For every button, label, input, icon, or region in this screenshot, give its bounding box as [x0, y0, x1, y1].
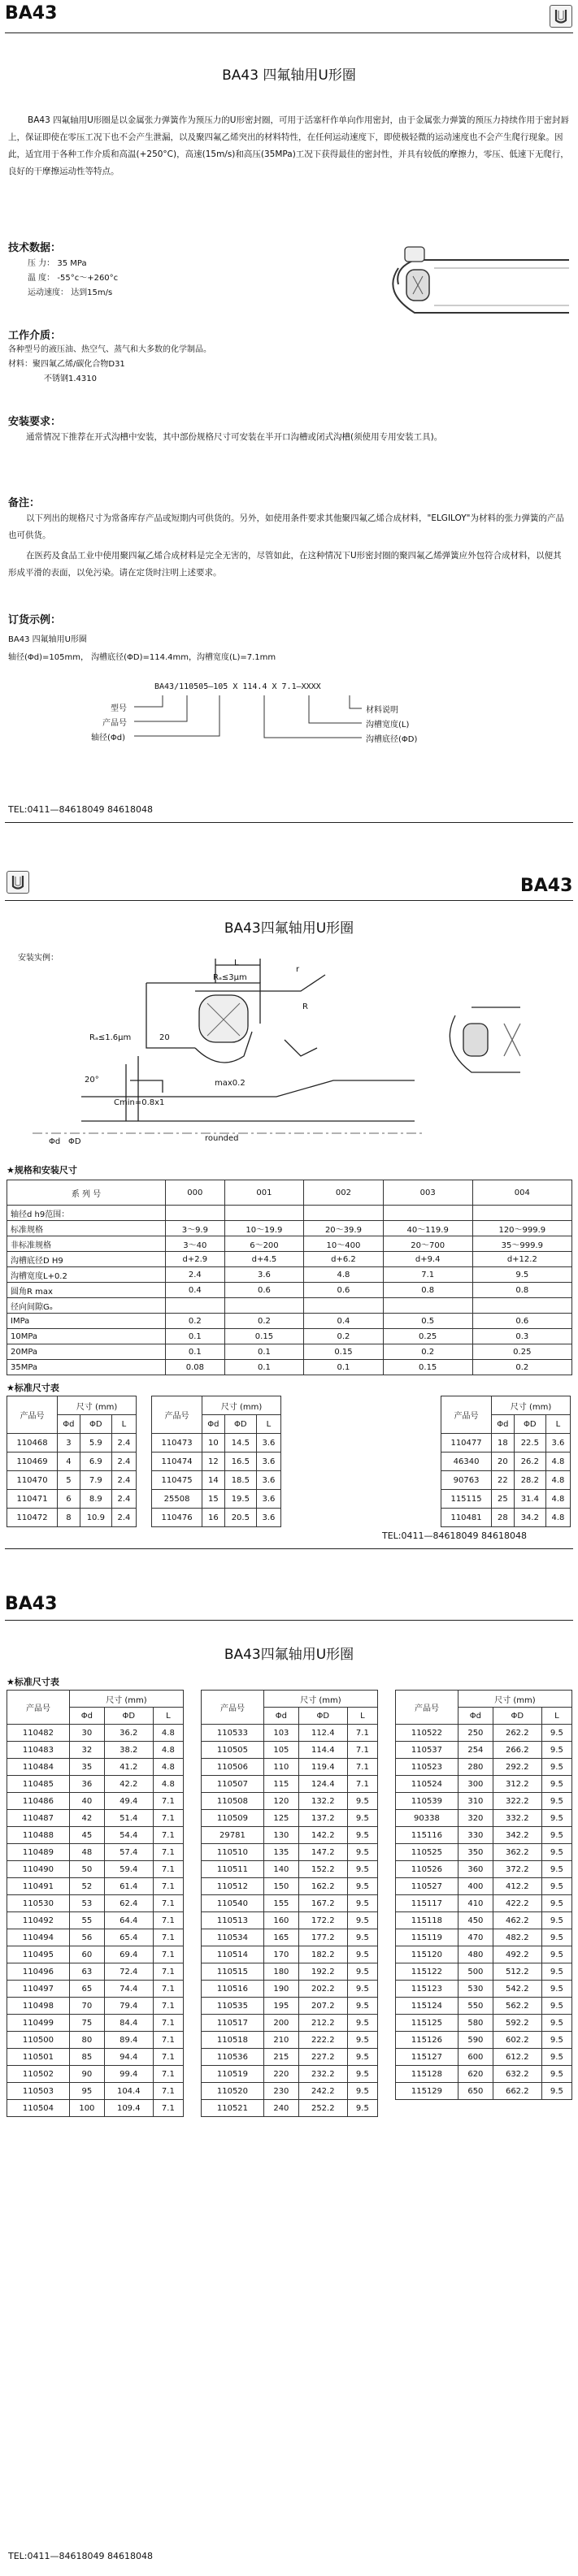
- size-row: 115125 580 592.2 9.5: [396, 2015, 572, 2032]
- order-label-right-1: 材料说明: [366, 706, 398, 715]
- medium-list: 各种型号的液压油、热空气、蒸气和大多数的化学制品。 材料：聚四氟乙烯/碳化合物D31 不锈钢1.4310: [8, 345, 211, 383]
- size-row: 115118 450 462.2 9.5: [396, 1912, 572, 1929]
- size-row: 110499 75 84.4 7.1: [7, 2015, 184, 2032]
- page3-code: BA43: [5, 1594, 58, 1614]
- size-row: 110496 63 72.4 7.1: [7, 1963, 184, 1981]
- medium-title: 工作介质：: [8, 330, 62, 342]
- size-row: 115124 550 562.2 9.5: [396, 1998, 572, 2015]
- notes-text-1: 以下列出的规格尺寸为常备库存产品或短期内可供货的。另外，如使用条件要求其他聚四氟乙烯合成材料，"ELGILOY"为材料的张力弹簧的产品也可供货。: [8, 513, 564, 540]
- size-row: 110527 400 412.2 9.5: [396, 1878, 572, 1895]
- install-diagram: [33, 959, 569, 1154]
- size-row: 110507 115 124.4 7.1: [202, 1776, 378, 1793]
- order-code: BA43/110505—105 X 114.4 X 7.1—XXXX: [154, 682, 321, 691]
- size-row: 115119 470 482.2 9.5: [396, 1929, 572, 1946]
- label-max: max0.2: [215, 1079, 246, 1088]
- size-row: 110485 36 42.2 4.8: [7, 1776, 184, 1793]
- size-row: 110518 210 222.2 9.5: [202, 2032, 378, 2049]
- size-row: 115115 25 31.4 4.8: [441, 1490, 571, 1509]
- size-row: 110505 105 114.4 7.1: [202, 1742, 378, 1759]
- size-row: 110481 28 34.2 4.8: [441, 1509, 571, 1527]
- size-row: 110492 55 64.4 7.1: [7, 1912, 184, 1929]
- size-row: 110501 85 94.4 7.1: [7, 2049, 184, 2066]
- spec-row: 径向间隙Gₒ: [7, 1298, 572, 1314]
- size-header-row: 产品号 尺寸 (mm): [202, 1691, 378, 1708]
- size-row: 110475 14 18.5 3.6: [152, 1471, 281, 1490]
- size-row: 110470 5 7.9 2.4: [7, 1471, 137, 1490]
- size-row: 110525 350 362.2 9.5: [396, 1844, 572, 1861]
- size-row: 110506 110 119.4 7.1: [202, 1759, 378, 1776]
- size-row: 115127 600 612.2 9.5: [396, 2049, 572, 2066]
- size-row: 115117 410 422.2 9.5: [396, 1895, 572, 1912]
- size-row: 110488 45 54.4 7.1: [7, 1827, 184, 1844]
- label-r: r: [296, 965, 300, 974]
- size-subheader-row: Φd ΦD L: [7, 1708, 184, 1725]
- size-row: 25508 15 19.5 3.6: [152, 1490, 281, 1509]
- spec-row: 轴径d h9范围：: [7, 1206, 572, 1221]
- size-subheader-row: Φd ΦD L: [152, 1415, 281, 1434]
- size-row: 110482 30 36.2 4.8: [7, 1725, 184, 1742]
- order-label-right-3: 沟槽底径(ΦD): [366, 735, 418, 744]
- size-row: 110495 60 69.4 7.1: [7, 1946, 184, 1963]
- page2-code: BA43: [520, 876, 573, 896]
- size-subheader-row: Φd ΦD L: [202, 1708, 378, 1725]
- size-subheader-row: Φd ΦD L: [7, 1415, 137, 1434]
- size-row: 110535 195 207.2 9.5: [202, 1998, 378, 2015]
- spec-row: 圆角R max 0.4 0.6 0.6 0.8 0.8: [7, 1283, 572, 1298]
- size-row: 110484 35 41.2 4.8: [7, 1759, 184, 1776]
- size-row: 110521 240 252.2 9.5: [202, 2100, 378, 2117]
- size-row: 110487 42 51.4 7.1: [7, 1810, 184, 1827]
- order-title: 订货示例：: [8, 614, 62, 626]
- size-row: 110537 254 266.2 9.5: [396, 1742, 572, 1759]
- size-row: 115122 500 512.2 9.5: [396, 1963, 572, 1981]
- size-row: 110534 165 177.2 9.5: [202, 1929, 378, 1946]
- order-label-right-2: 沟槽宽度(L): [366, 721, 410, 730]
- label-phi-D: ΦD: [68, 1137, 81, 1146]
- order-label-left-2: 产品号: [102, 719, 127, 728]
- std-tables-page3: [7, 1690, 572, 2486]
- size-row: 110471 6 8.9 2.4: [7, 1490, 137, 1509]
- size-row: 110473 10 14.5 3.6: [152, 1434, 281, 1453]
- tech-title: 技术数据：: [8, 242, 62, 254]
- notes-title: 备注：: [8, 497, 41, 509]
- logo-icon: [7, 871, 29, 894]
- size-header-row: 产品号 尺寸 (mm): [7, 1691, 184, 1708]
- spec-row: 10MPa 0.1 0.15 0.2 0.25 0.3: [7, 1329, 572, 1344]
- spec-row: 沟槽底径D H9 d+2.9 d+4.5 d+6.2 d+9.4 d+12.2: [7, 1252, 572, 1267]
- size-row: 110522 250 262.2 9.5: [396, 1725, 572, 1742]
- size-row: 110510 135 147.2 9.5: [202, 1844, 378, 1861]
- size-header-row: 产品号 尺寸 (mm): [396, 1691, 572, 1708]
- size-row: 110468 3 5.9 2.4: [7, 1434, 137, 1453]
- size-row: 110477 18 22.5 3.6: [441, 1434, 571, 1453]
- size-row: 110511 140 152.2 9.5: [202, 1861, 378, 1878]
- label-cmin: Cmin=0.8x1: [114, 1098, 165, 1107]
- page3-title: BA43四氟轴用U形圈: [224, 1647, 354, 1663]
- label-L: L: [234, 959, 239, 968]
- size-row: 110533 103 112.4 7.1: [202, 1725, 378, 1742]
- page1-title: BA43 四氟轴用U形圈: [222, 67, 356, 84]
- size-row: 110508 120 132.2 9.5: [202, 1793, 378, 1810]
- size-table: [395, 1690, 572, 2100]
- size-row: 110536 215 227.2 9.5: [202, 2049, 378, 2066]
- page3-tel: TEL:0411—84618049 84618048: [8, 2551, 153, 2561]
- size-row: 110502 90 99.4 7.1: [7, 2066, 184, 2083]
- size-row: 110498 70 79.4 7.1: [7, 1998, 184, 2015]
- size-row: 46340 20 26.2 4.8: [441, 1453, 571, 1471]
- label-phi-d: Φd: [49, 1137, 61, 1146]
- size-row: 110483 32 38.2 4.8: [7, 1742, 184, 1759]
- order-label-left-1: 型号: [111, 704, 127, 713]
- order-label-left-3: 轴径(Φd): [91, 734, 126, 742]
- size-row: 110513 160 172.2 9.5: [202, 1912, 378, 1929]
- size-row: 90763 22 28.2 4.8: [441, 1471, 571, 1490]
- size-row: 110540 155 167.2 9.5: [202, 1895, 378, 1912]
- size-row: 110469 4 6.9 2.4: [7, 1453, 137, 1471]
- order-line-2: 轴径(Φd)=105mm， 沟槽底径(ΦD)=114.4mm，沟槽宽度(L)=7.1mm: [8, 653, 276, 662]
- size-subheader-row: Φd ΦD L: [396, 1708, 572, 1725]
- intro-text: BA43 四氟轴用U形圈是以金属张力弹簧作为预压力的U形密封圈，可用于活塞杆作单向作用密封，由于金属张力弹簧的预压力持续作用于密封唇上，保证即使在零压工况下也不会产生泄漏，以及聚四氟乙烯突出的材料特性，在任何运动速度下，即使极轻微的运动速度也不会产生爬行现象。因此，适宜用于各种工作介质和高温(+250°C)，高速(15m/s)和高压(35MPa)工况下获得最佳的密封性，并具有较低的摩擦力，零压、低速下无爬行，良好的干摩擦运动性等特点。: [8, 115, 569, 176]
- size-subheader-row: Φd ΦD L: [441, 1415, 571, 1434]
- size-row: 110526 360 372.2 9.5: [396, 1861, 572, 1878]
- spec-row: 20MPa 0.1 0.1 0.15 0.2 0.25: [7, 1344, 572, 1360]
- size-row: 110489 48 57.4 7.1: [7, 1844, 184, 1861]
- size-table: [7, 1690, 184, 2117]
- size-row: 110519 220 232.2 9.5: [202, 2066, 378, 2083]
- size-header-row: 产品号 尺寸 (mm): [152, 1396, 281, 1415]
- size-row: 110517 200 212.2 9.5: [202, 2015, 378, 2032]
- size-row: 110524 300 312.2 9.5: [396, 1776, 572, 1793]
- size-row: 110474 12 16.5 3.6: [152, 1453, 281, 1471]
- size-row: 110523 280 292.2 9.5: [396, 1759, 572, 1776]
- spec-row: 标准规格 3～9.9 10～19.9 20～39.9 40～119.9 120～999.9: [7, 1221, 572, 1236]
- std-tables-page2: [7, 1396, 572, 1522]
- size-row: 110515 180 192.2 9.5: [202, 1963, 378, 1981]
- size-row: 110512 150 162.2 9.5: [202, 1878, 378, 1895]
- size-header-row: 产品号 尺寸 (mm): [7, 1396, 137, 1415]
- spec-row: IMPa 0.2 0.2 0.4 0.5 0.6: [7, 1314, 572, 1329]
- label-20: 20: [159, 1033, 170, 1042]
- order-line-1: BA43 四氟轴用U形圈: [8, 635, 87, 644]
- install-text: 通常情况下推荐在开式沟槽中安装，其中部份规格尺寸可安装在半开口沟槽或闭式沟槽(须使用专用安装工具)。: [26, 432, 443, 442]
- size-row: 110509 125 137.2 9.5: [202, 1810, 378, 1827]
- size-row: 110497 65 74.4 7.1: [7, 1981, 184, 1998]
- page2-title: BA43四氟轴用U形圈: [224, 920, 354, 937]
- page2-tel: TEL:0411—84618049 84618048: [382, 1530, 527, 1541]
- spec-title: ★规格和安装尺寸: [7, 1165, 77, 1175]
- spec-header-row: 系 列 号 000 001 002 003 004: [7, 1180, 572, 1206]
- size-table: [7, 1396, 137, 1527]
- seal-illustration: [366, 236, 573, 325]
- label-20deg: 20°: [85, 1076, 99, 1085]
- size-row: 110491 52 61.4 7.1: [7, 1878, 184, 1895]
- size-row: 110530 53 62.4 7.1: [7, 1895, 184, 1912]
- tech-row: 温 度： -55°c～+260°c: [28, 274, 119, 283]
- size-row: 110472 8 10.9 2.4: [7, 1509, 137, 1527]
- size-row: 115123 530 542.2 9.5: [396, 1981, 572, 1998]
- size-row: 115129 650 662.2 9.5: [396, 2083, 572, 2100]
- notes-text-2: 在医药及食品工业中使用聚四氟乙烯合成材料是完全无害的，尽管如此，在这种情况下U形密封圈的聚四氟乙烯弹簧应外包符合成材料，以便其形成平滑的表面，以免污染。请在定货时注明上述要求。: [8, 551, 562, 578]
- size-row: 110490 50 59.4 7.1: [7, 1861, 184, 1878]
- size-row: 110539 310 322.2 9.5: [396, 1793, 572, 1810]
- tech-list: [28, 257, 118, 301]
- size-row: 115128 620 632.2 9.5: [396, 2066, 572, 2083]
- label-ra2: Rₐ≤1.6μm: [89, 1033, 132, 1042]
- std-title: ★标准尺寸表: [7, 1383, 59, 1393]
- page1-tel: TEL:0411—84618049 84618048: [8, 804, 153, 815]
- size-row: 110503 95 104.4 7.1: [7, 2083, 184, 2100]
- install-example-label: 安装实例：: [18, 954, 59, 963]
- tech-row: 压 力： 35 MPa: [28, 259, 87, 268]
- spec-row: 35MPa 0.08 0.1 0.1 0.15 0.2: [7, 1360, 572, 1375]
- install-title: 安装要求：: [8, 416, 62, 428]
- size-row: 110504 100 109.4 7.1: [7, 2100, 184, 2117]
- order-diagram: [81, 691, 406, 772]
- label-rounded: rounded: [205, 1134, 239, 1143]
- size-row: 110486 40 49.4 7.1: [7, 1793, 184, 1810]
- tech-row: 运动速度： 达到15m/s: [28, 288, 113, 297]
- spec-table: [7, 1180, 572, 1375]
- size-row: 110516 190 202.2 9.5: [202, 1981, 378, 1998]
- size-table: [151, 1396, 281, 1527]
- size-row: 110500 80 89.4 7.1: [7, 2032, 184, 2049]
- label-ra: Rₐ≤3μm: [213, 973, 247, 982]
- size-row: 110494 56 65.4 7.1: [7, 1929, 184, 1946]
- size-row: 90338 320 332.2 9.5: [396, 1810, 572, 1827]
- size-table: [201, 1690, 378, 2117]
- logo-icon: [550, 5, 572, 28]
- label-R: R: [302, 1002, 308, 1011]
- spec-row: 沟槽宽度L+0.2 2.4 3.6 4.8 7.1 9.5: [7, 1267, 572, 1283]
- size-row: 115116 330 342.2 9.5: [396, 1827, 572, 1844]
- size-row: 29781 130 142.2 9.5: [202, 1827, 378, 1844]
- page1-code: BA43: [5, 3, 58, 24]
- size-row: 110476 16 20.5 3.6: [152, 1509, 281, 1527]
- spec-row: 非标准规格 3～40 6～200 10～400 20～700 35～999.9: [7, 1236, 572, 1252]
- size-row: 115126 590 602.2 9.5: [396, 2032, 572, 2049]
- size-table: [441, 1396, 571, 1527]
- size-row: 115120 480 492.2 9.5: [396, 1946, 572, 1963]
- size-row: 110520 230 242.2 9.5: [202, 2083, 378, 2100]
- size-row: 110514 170 182.2 9.5: [202, 1946, 378, 1963]
- size-header-row: 产品号 尺寸 (mm): [441, 1396, 571, 1415]
- std-title-p3: ★标准尺寸表: [7, 1677, 59, 1687]
